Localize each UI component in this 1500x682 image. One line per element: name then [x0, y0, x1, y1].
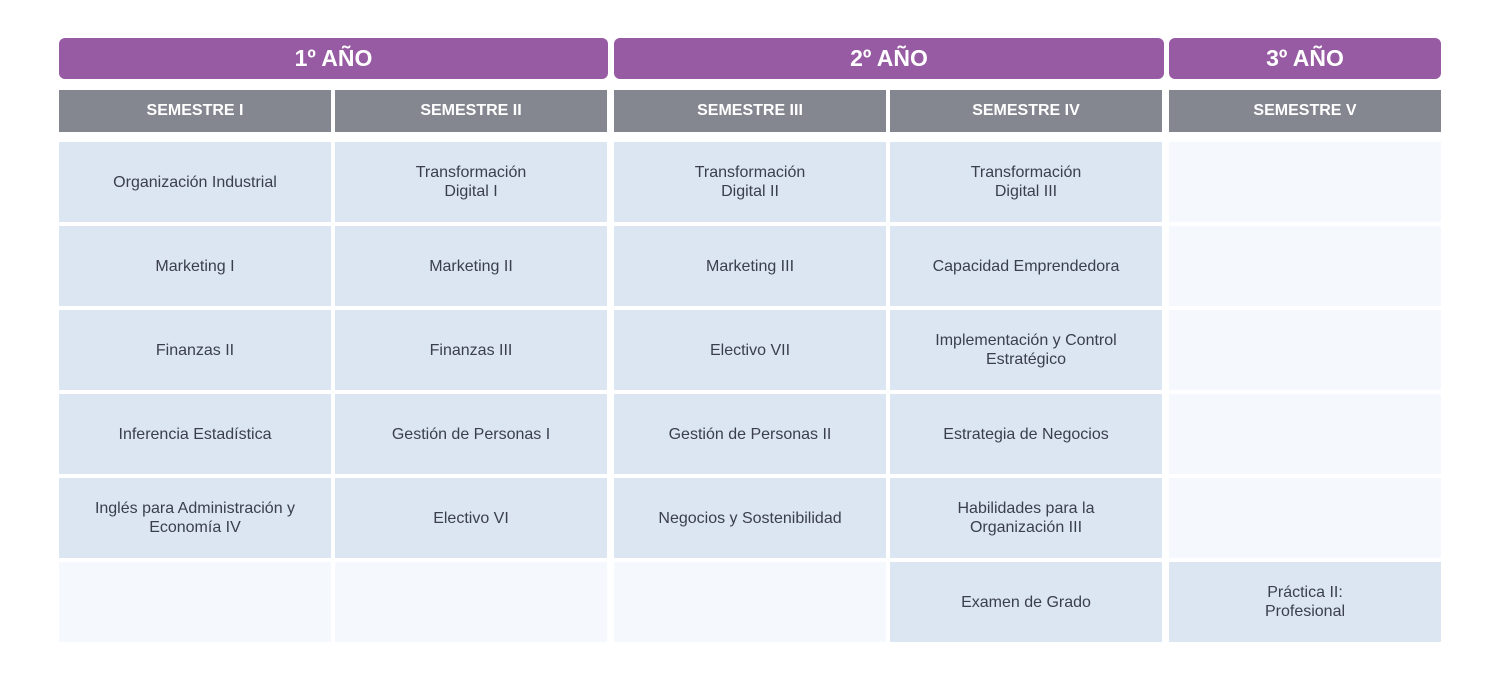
course-cell: Implementación y Control Estratégico — [890, 310, 1162, 390]
empty-cell — [1169, 142, 1441, 222]
course-cell: Gestión de Personas II — [614, 394, 886, 474]
course-cell: Estrategia de Negocios — [890, 394, 1162, 474]
year-header-row — [59, 38, 1441, 79]
semester-header: SEMESTRE IV — [890, 90, 1162, 132]
semester-header: SEMESTRE III — [614, 90, 886, 132]
course-cell: Gestión de Personas I — [335, 394, 607, 474]
course-cell: Examen de Grado — [890, 562, 1162, 642]
year-header-3: 3º AÑO — [1169, 38, 1441, 79]
empty-cell — [1169, 394, 1441, 474]
empty-cell — [59, 562, 331, 642]
year-header-1: 1º AÑO — [59, 38, 608, 79]
course-cell: Organización Industrial — [59, 142, 331, 222]
empty-cell — [1169, 478, 1441, 558]
semester-header: SEMESTRE V — [1169, 90, 1441, 132]
empty-cell — [1169, 226, 1441, 306]
course-cell: Marketing I — [59, 226, 331, 306]
course-cell: Transformación Digital I — [335, 142, 607, 222]
course-cell: Finanzas II — [59, 310, 331, 390]
course-cell: Transformación Digital III — [890, 142, 1162, 222]
course-cell: Inferencia Estadística — [59, 394, 331, 474]
empty-cell — [614, 562, 886, 642]
course-cell: Habilidades para la Organización III — [890, 478, 1162, 558]
year-header-2: 2º AÑO — [614, 38, 1164, 79]
empty-cell — [335, 562, 607, 642]
course-cell: Marketing II — [335, 226, 607, 306]
semester-header: SEMESTRE II — [335, 90, 607, 132]
course-cell: Negocios y Sostenibilidad — [614, 478, 886, 558]
course-cell: Transformación Digital II — [614, 142, 886, 222]
course-cell: Marketing III — [614, 226, 886, 306]
course-cell: Electivo VI — [335, 478, 607, 558]
course-cell: Inglés para Administración y Economía IV — [59, 478, 331, 558]
empty-cell — [1169, 310, 1441, 390]
course-cell: Capacidad Emprendedora — [890, 226, 1162, 306]
semester-header: SEMESTRE I — [59, 90, 331, 132]
course-cell: Finanzas III — [335, 310, 607, 390]
course-cell: Electivo VII — [614, 310, 886, 390]
course-cell: Práctica II: Profesional — [1169, 562, 1441, 642]
